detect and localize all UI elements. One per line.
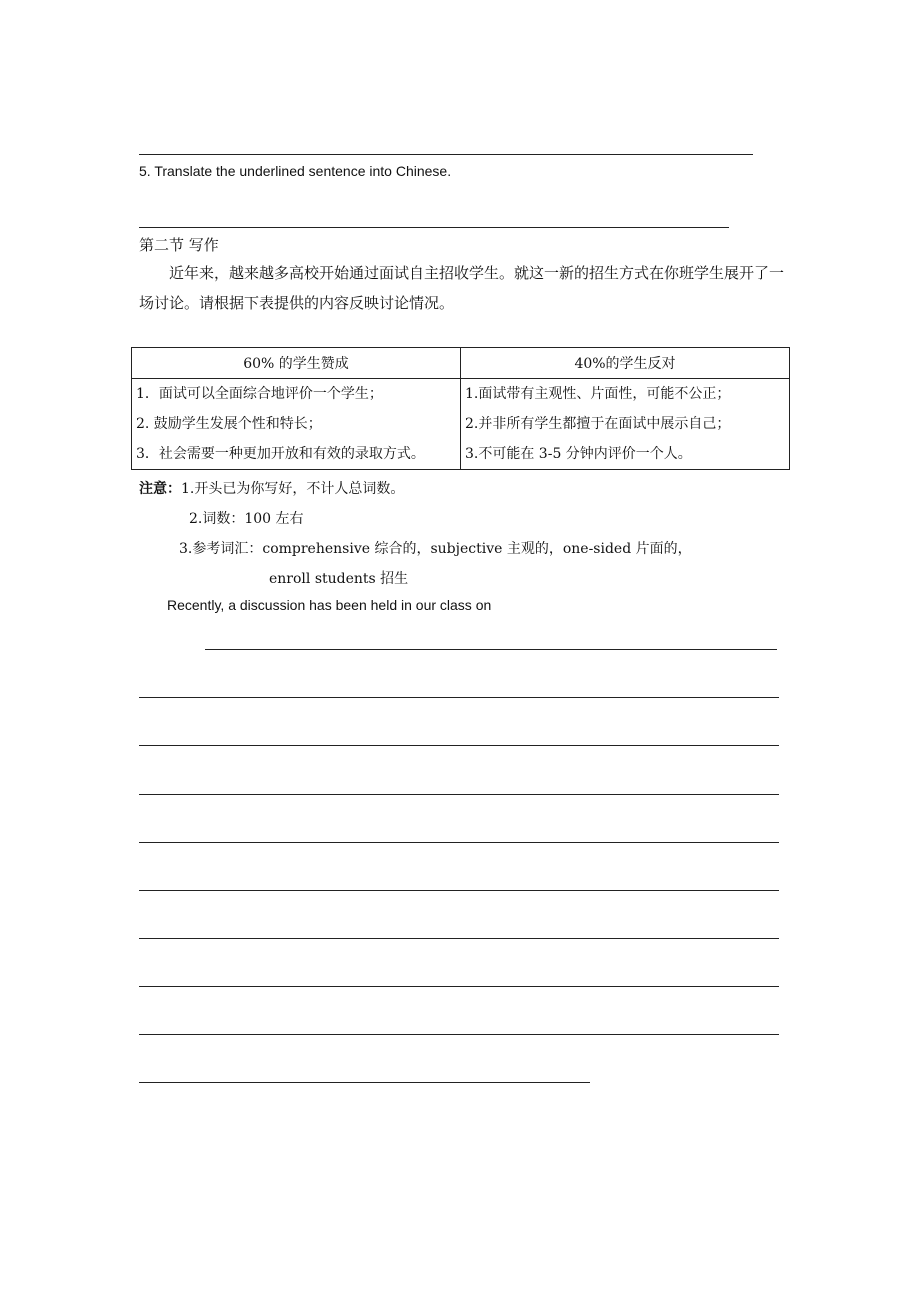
writing-line[interactable]: [139, 1034, 779, 1035]
note-item-2: 2.词数：100 左右: [189, 511, 304, 527]
support-point: 2. 鼓励学生发展个性和特长；: [136, 416, 322, 432]
table-row: [132, 379, 790, 470]
discussion-table: [131, 347, 790, 470]
question-5: 5. Translate the underlined sentence into Chinese.: [139, 163, 452, 179]
essay-opening: Recently, a discussion has been held in our class on: [167, 597, 492, 613]
table-header-row: [132, 348, 790, 379]
writing-prompt: 近年来，越来越多高校开始通过面试自主招收学生。就这一新的招生方式在你班学生展开了一场讨论。请根据下表提供的内容反映讨论情况。: [139, 264, 785, 312]
note-colon: ：: [167, 481, 181, 497]
note-item-1: 1.开头已为你写好，不计人总词数。: [181, 481, 405, 497]
note-item-3-cont: enroll students 招生: [269, 571, 409, 587]
writing-line[interactable]: [139, 1082, 590, 1083]
section-heading: 第二节 写作: [139, 236, 219, 254]
support-point: 1．面试可以全面综合地评价一个学生；: [136, 386, 383, 402]
answer-line-q5[interactable]: [139, 227, 729, 228]
oppose-point: 1.面试带有主观性、片面性，可能不公正；: [465, 386, 731, 402]
writing-line[interactable]: [139, 986, 779, 987]
writing-line[interactable]: [139, 890, 779, 891]
writing-line[interactable]: [139, 842, 779, 843]
writing-line[interactable]: [139, 697, 779, 698]
support-column: [132, 379, 461, 470]
header-oppose: 40%的学生反对: [461, 348, 790, 379]
writing-line[interactable]: [139, 794, 779, 795]
oppose-point: 3.不可能在 3-5 分钟内评价一个人。: [465, 446, 692, 462]
header-support: 60% 的学生赞成: [132, 348, 461, 379]
writing-line[interactable]: [139, 938, 779, 939]
oppose-point: 2.并非所有学生都擅于在面试中展示自己；: [465, 416, 731, 432]
support-point: 3．社会需要一种更加开放和有效的录取方式。: [136, 446, 425, 462]
writing-line[interactable]: [205, 649, 777, 650]
note-line-1: [139, 478, 404, 498]
oppose-column: [461, 379, 790, 470]
writing-line[interactable]: [139, 745, 779, 746]
answer-line[interactable]: [139, 154, 753, 155]
note-label: 注意: [139, 481, 167, 497]
note-item-3: 3.参考词汇：comprehensive 综合的，subjective 主观的，one-sided 片面的，: [179, 541, 692, 557]
